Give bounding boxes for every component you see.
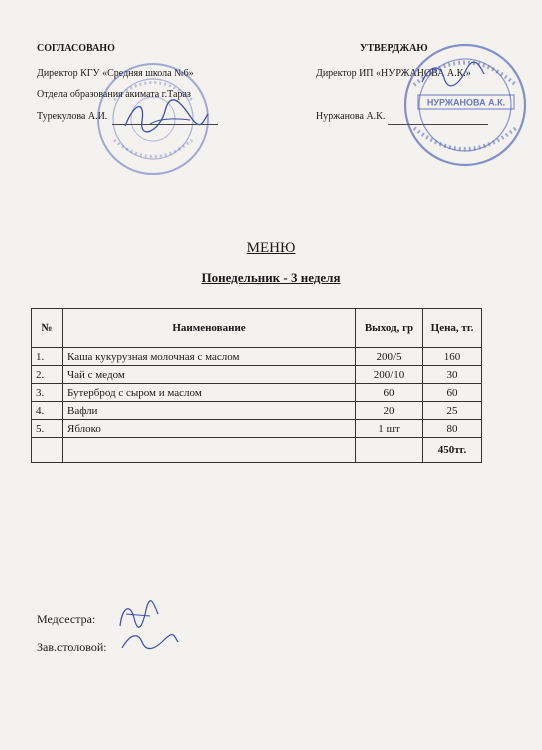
- right-position-line: Директор ИП «НУРЖАНОВА А.К.»: [316, 68, 471, 79]
- row-dish-name: Яблоко: [63, 420, 356, 438]
- canteen-manager-label: Зав.столовой:: [37, 640, 107, 654]
- approval-heading-right: УТВЕРДЖАЮ: [360, 43, 428, 54]
- table-row: [32, 366, 482, 384]
- total-price: 450тг.: [423, 438, 482, 463]
- row-yield: 200/5: [356, 348, 423, 366]
- right-signatory-name: Нуржанова А.К.: [316, 111, 386, 122]
- table-row: [32, 402, 482, 420]
- header-number: №: [32, 309, 63, 348]
- row-yield: 60: [356, 384, 423, 402]
- table-row: [32, 348, 482, 366]
- row-dish-name: Бутерброд с сыром и маслом: [63, 384, 356, 402]
- total-empty-cell: [356, 438, 423, 463]
- row-dish-name: Вафли: [63, 402, 356, 420]
- menu-title: МЕНЮ: [246, 240, 296, 256]
- row-price: 25: [423, 402, 482, 420]
- row-number: 2.: [32, 366, 63, 384]
- row-yield: 1 шт: [356, 420, 423, 438]
- row-number: 3.: [32, 384, 63, 402]
- menu-subtitle: Понедельник - 3 неделя: [201, 270, 341, 285]
- menu-table: [31, 308, 482, 463]
- nurse-signature-scribble: [112, 598, 162, 632]
- table-row: [32, 420, 482, 438]
- row-dish-name: Каша кукурузная молочная с маслом: [63, 348, 356, 366]
- approval-heading-left: СОГЛАСОВАНО: [37, 43, 115, 54]
- row-price: 30: [423, 366, 482, 384]
- table-header-row: [32, 309, 482, 348]
- left-position-line1: Директор КГУ «Средняя школа №6»: [37, 68, 194, 79]
- right-signature-scribble: [418, 60, 488, 90]
- row-price: 80: [423, 420, 482, 438]
- header-yield: Выход, гр: [356, 309, 423, 348]
- table-row: [32, 384, 482, 402]
- nurse-label: Медсестра:: [37, 612, 96, 626]
- table-total-row: [32, 438, 482, 463]
- total-empty-cell: [63, 438, 356, 463]
- row-yield: 200/10: [356, 366, 423, 384]
- canteen-signature-scribble: [116, 628, 182, 654]
- left-signatory-name: Турекулова А.И.: [37, 111, 108, 122]
- total-empty-cell: [32, 438, 63, 463]
- left-position-line2: Отдела образования акимата г.Тараз: [37, 89, 191, 100]
- row-number: 4.: [32, 402, 63, 420]
- row-dish-name: Чай с медом: [63, 366, 356, 384]
- row-number: 1.: [32, 348, 63, 366]
- stamp-center-text: НУРЖАНОВА А.К.: [426, 97, 506, 108]
- row-number: 5.: [32, 420, 63, 438]
- header-name: Наименование: [63, 309, 356, 348]
- row-yield: 20: [356, 402, 423, 420]
- row-price: 60: [423, 384, 482, 402]
- row-price: 160: [423, 348, 482, 366]
- header-price: Цена, тг.: [423, 309, 482, 348]
- left-signature-scribble: [120, 96, 210, 136]
